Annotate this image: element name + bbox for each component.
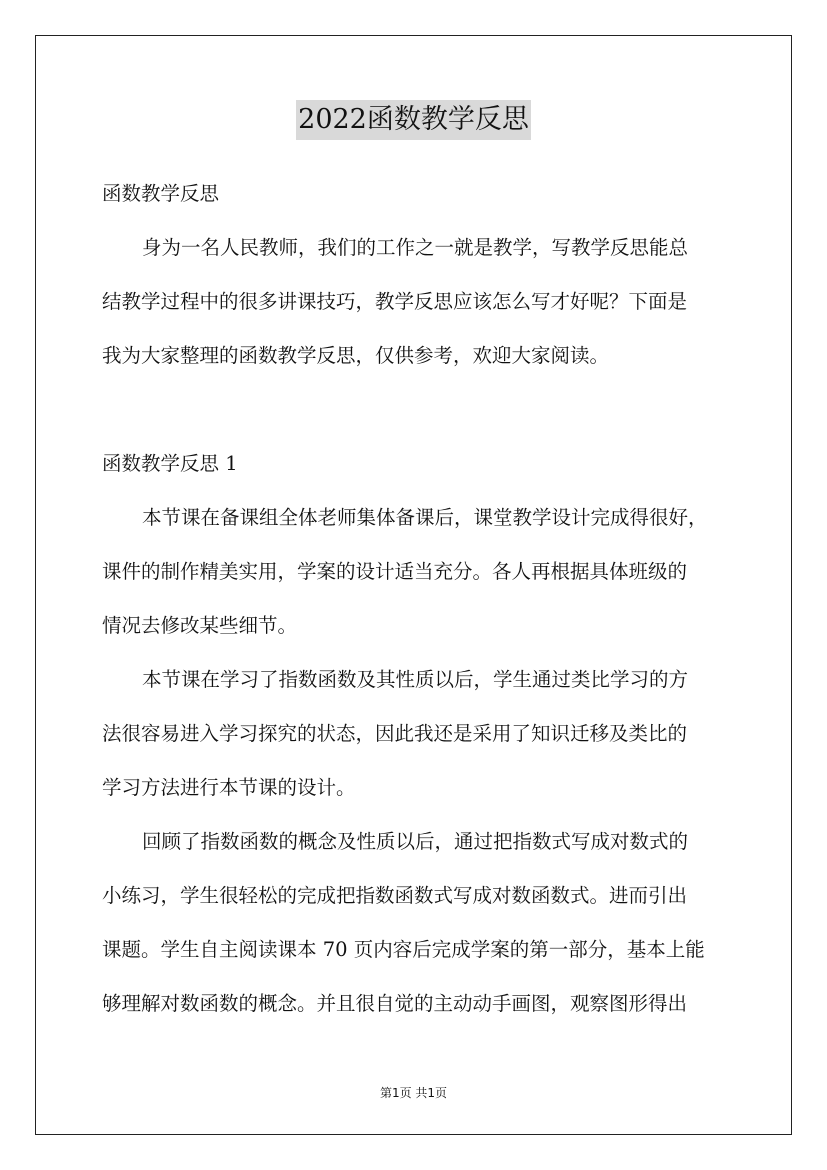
page-footer: 第1页 共1页 bbox=[379, 1086, 448, 1100]
section-heading: 函数教学反思 1 bbox=[102, 452, 238, 475]
paragraph-line: 情况去修改某些细节。 bbox=[102, 614, 298, 637]
paragraph-line: 课题。学生自主阅读课本 70 页内容后完成学案的第一部分，基本上能 bbox=[102, 938, 705, 961]
document-title: 2022函数教学反思 bbox=[296, 100, 531, 140]
paragraph-line: 本节课在备课组全体老师集体备课后，课堂教学设计完成得很好， bbox=[142, 506, 708, 529]
intro-line: 身为一名人民教师，我们的工作之一就是教学，写教学反思能总 bbox=[142, 236, 689, 259]
document-heading: 函数教学反思 bbox=[102, 182, 220, 205]
paragraph-line: 回顾了指数函数的概念及性质以后，通过把指数式写成对数式的 bbox=[142, 830, 689, 853]
paragraph-line: 法很容易进入学习探究的状态，因此我还是采用了知识迁移及类比的 bbox=[102, 722, 688, 745]
paragraph-line: 课件的制作精美实用，学案的设计适当充分。各人再根据具体班级的 bbox=[102, 560, 688, 583]
paragraph-line: 小练习，学生很轻松的完成把指数函数式写成对数函数式。进而引出 bbox=[102, 884, 688, 907]
title-container bbox=[0, 100, 827, 140]
intro-line: 结教学过程中的很多讲课技巧，教学反思应该怎么写才好呢？下面是 bbox=[102, 290, 688, 313]
intro-line: 我为大家整理的函数教学反思，仅供参考，欢迎大家阅读。 bbox=[102, 344, 610, 367]
paragraph-line: 学习方法进行本节课的设计。 bbox=[102, 776, 356, 799]
paragraph-line: 够理解对数函数的概念。并且很自觉的主动动手画图，观察图形得出 bbox=[102, 992, 688, 1015]
paragraph-line: 本节课在学习了指数函数及其性质以后，学生通过类比学习的方 bbox=[142, 668, 689, 691]
